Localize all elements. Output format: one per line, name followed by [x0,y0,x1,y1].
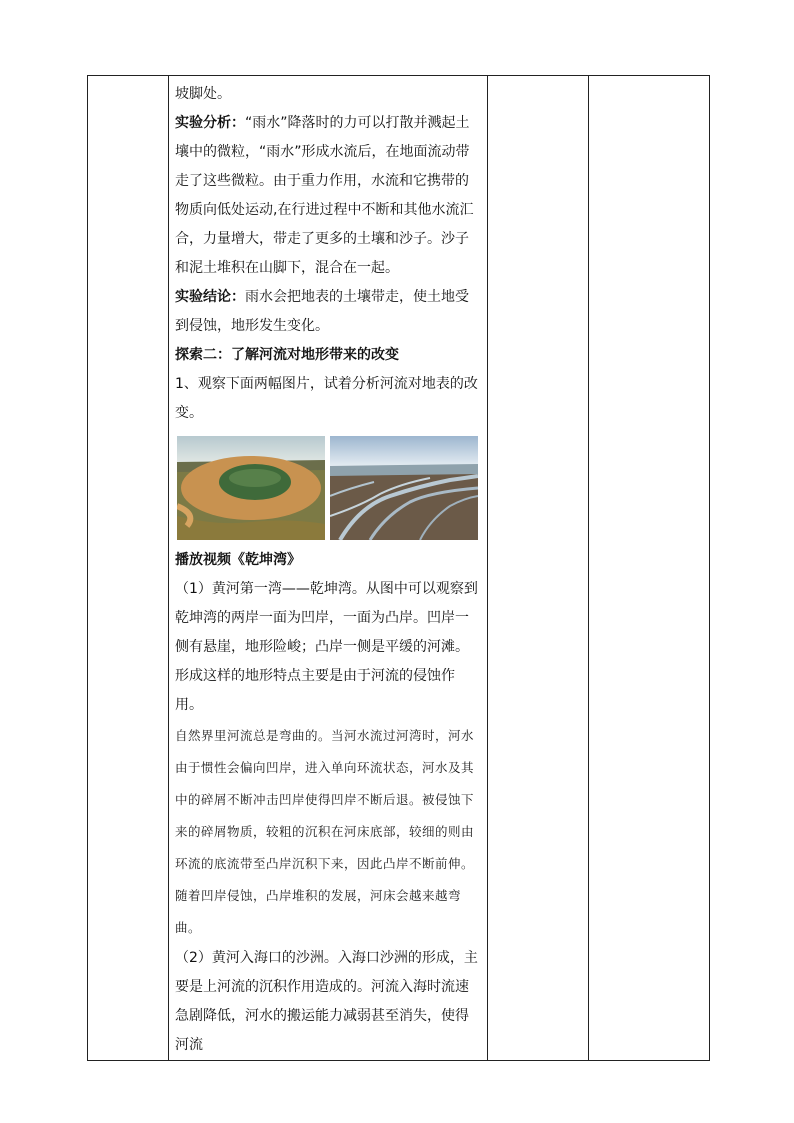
empty-cell-right [589,76,710,1061]
task-1: 1、观察下面两幅图片，试着分析河流对地表的改变。 [175,376,478,421]
empty-cell-middle [488,76,589,1061]
lesson-content [169,76,487,1060]
table-row [88,76,710,1061]
paragraph-analysis [175,109,481,283]
video-heading: 播放视频《乾坤湾》 [175,552,301,568]
river-delta-photo [330,436,478,540]
lesson-table [87,75,710,1061]
conclusion-label: 实验结论： [175,289,245,305]
paragraph-conclusion [175,283,481,341]
photo-row [177,436,481,540]
item-1: （1）黄河第一湾——乾坤湾。从图中可以观察到乾坤湾的两岸一面为凹岸，一面为凸岸。凹岸一侧有悬崖，地形险峻；凸岸一侧是平缓的河滩。形成这样的地形特点主要是由于河流的侵蚀作用。 [175,581,478,713]
item-2: （2）黄河入海口的沙洲。入海口沙洲的形成，主要是上河流的沉积作用造成的。河流入海时流速急剧降低，河水的搬运能力减弱甚至消失，使得河流 [175,950,478,1053]
analysis-text: “雨水”降落时的力可以打散并溅起土壤中的微粒，“雨水”形成水流后，在地面流动带走了这些微粒。由于重力作用，水流和它携带的物质向低处运动,在行进过程中不断和其他水流汇合，力量增大，带走了更多的土壤和沙子。沙子和泥土堆积在山脚下，混合在一起。 [175,115,474,276]
empty-cell-left [88,76,169,1061]
analysis-label: 实验分析： [175,115,245,131]
content-cell [169,76,488,1061]
conclusion-text: 雨水会把地表的土壤带走，使土地受到侵蚀，地形发生变化。 [175,289,469,334]
explore2-heading: 探索二：了解河流对地形带来的改变 [175,347,399,363]
handwritten-note: 自然界里河流总是弯曲的。当河水流过河湾时，河水由于惯性会偏向凹岸，进入单向环流状态，河水及其中的碎屑不断冲击凹岸使得凹岸不断后退。被侵蚀下来的碎屑物质，较粗的沉积在河床底部，较细的则由环流的底流带至凸岸沉积下来，因此凸岸不断前伸。随着凹岸侵蚀，凸岸堆积的发展，河床会越来越弯曲。 [175,728,475,935]
river-bend-photo [177,436,325,540]
paragraph-slope: 坡脚处。 [175,86,231,102]
